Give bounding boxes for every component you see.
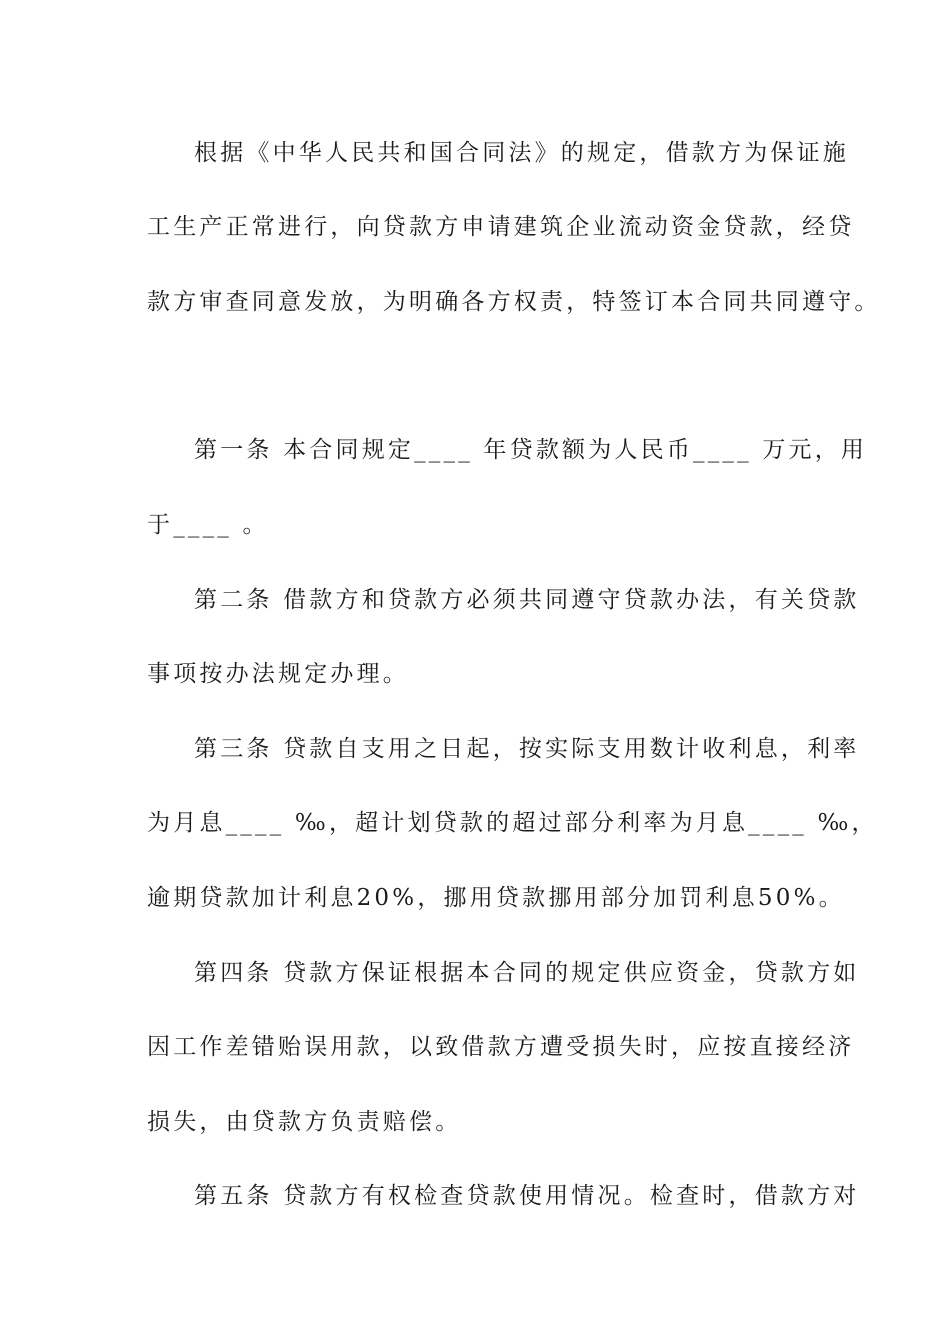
text-line: 于____ 。 — [147, 512, 269, 538]
text-line: 第一条 本合同规定____ 年贷款额为人民币____ 万元，用 — [194, 437, 868, 463]
text-line: 事项按办法规定办理。 — [147, 661, 409, 687]
text-line: 为月息____ ‰，超计划贷款的超过部分利率为月息____ ‰， — [147, 810, 878, 836]
text-line: 工生产正常进行，向贷款方申请建筑企业流动资金贷款，经贷 — [147, 214, 855, 240]
text-line: 损失，由贷款方负责赔偿。 — [147, 1109, 462, 1135]
text-line: 因工作差错贻误用款，以致借款方遭受损失时，应按直接经济 — [147, 1034, 855, 1060]
text-line: 第四条 贷款方保证根据本合同的规定供应资金，贷款方如 — [194, 960, 860, 986]
text-line: 第三条 贷款自支用之日起，按实际支用数计收利息，利率 — [194, 736, 860, 762]
text-line: 根据《中华人民共和国合同法》的规定，借款方为保证施 — [194, 140, 849, 166]
text-line: 款方审查同意发放，为明确各方权责，特签订本合同共同遵守。 — [147, 289, 881, 315]
text-line: 逾期贷款加计利息20%，挪用贷款挪用部分加罚利息50%。 — [147, 885, 845, 911]
text-line: 第二条 借款方和贷款方必须共同遵守贷款办法，有关贷款 — [194, 587, 860, 613]
text-line: 第五条 贷款方有权检查贷款使用情况。检查时，借款方对 — [194, 1183, 860, 1209]
